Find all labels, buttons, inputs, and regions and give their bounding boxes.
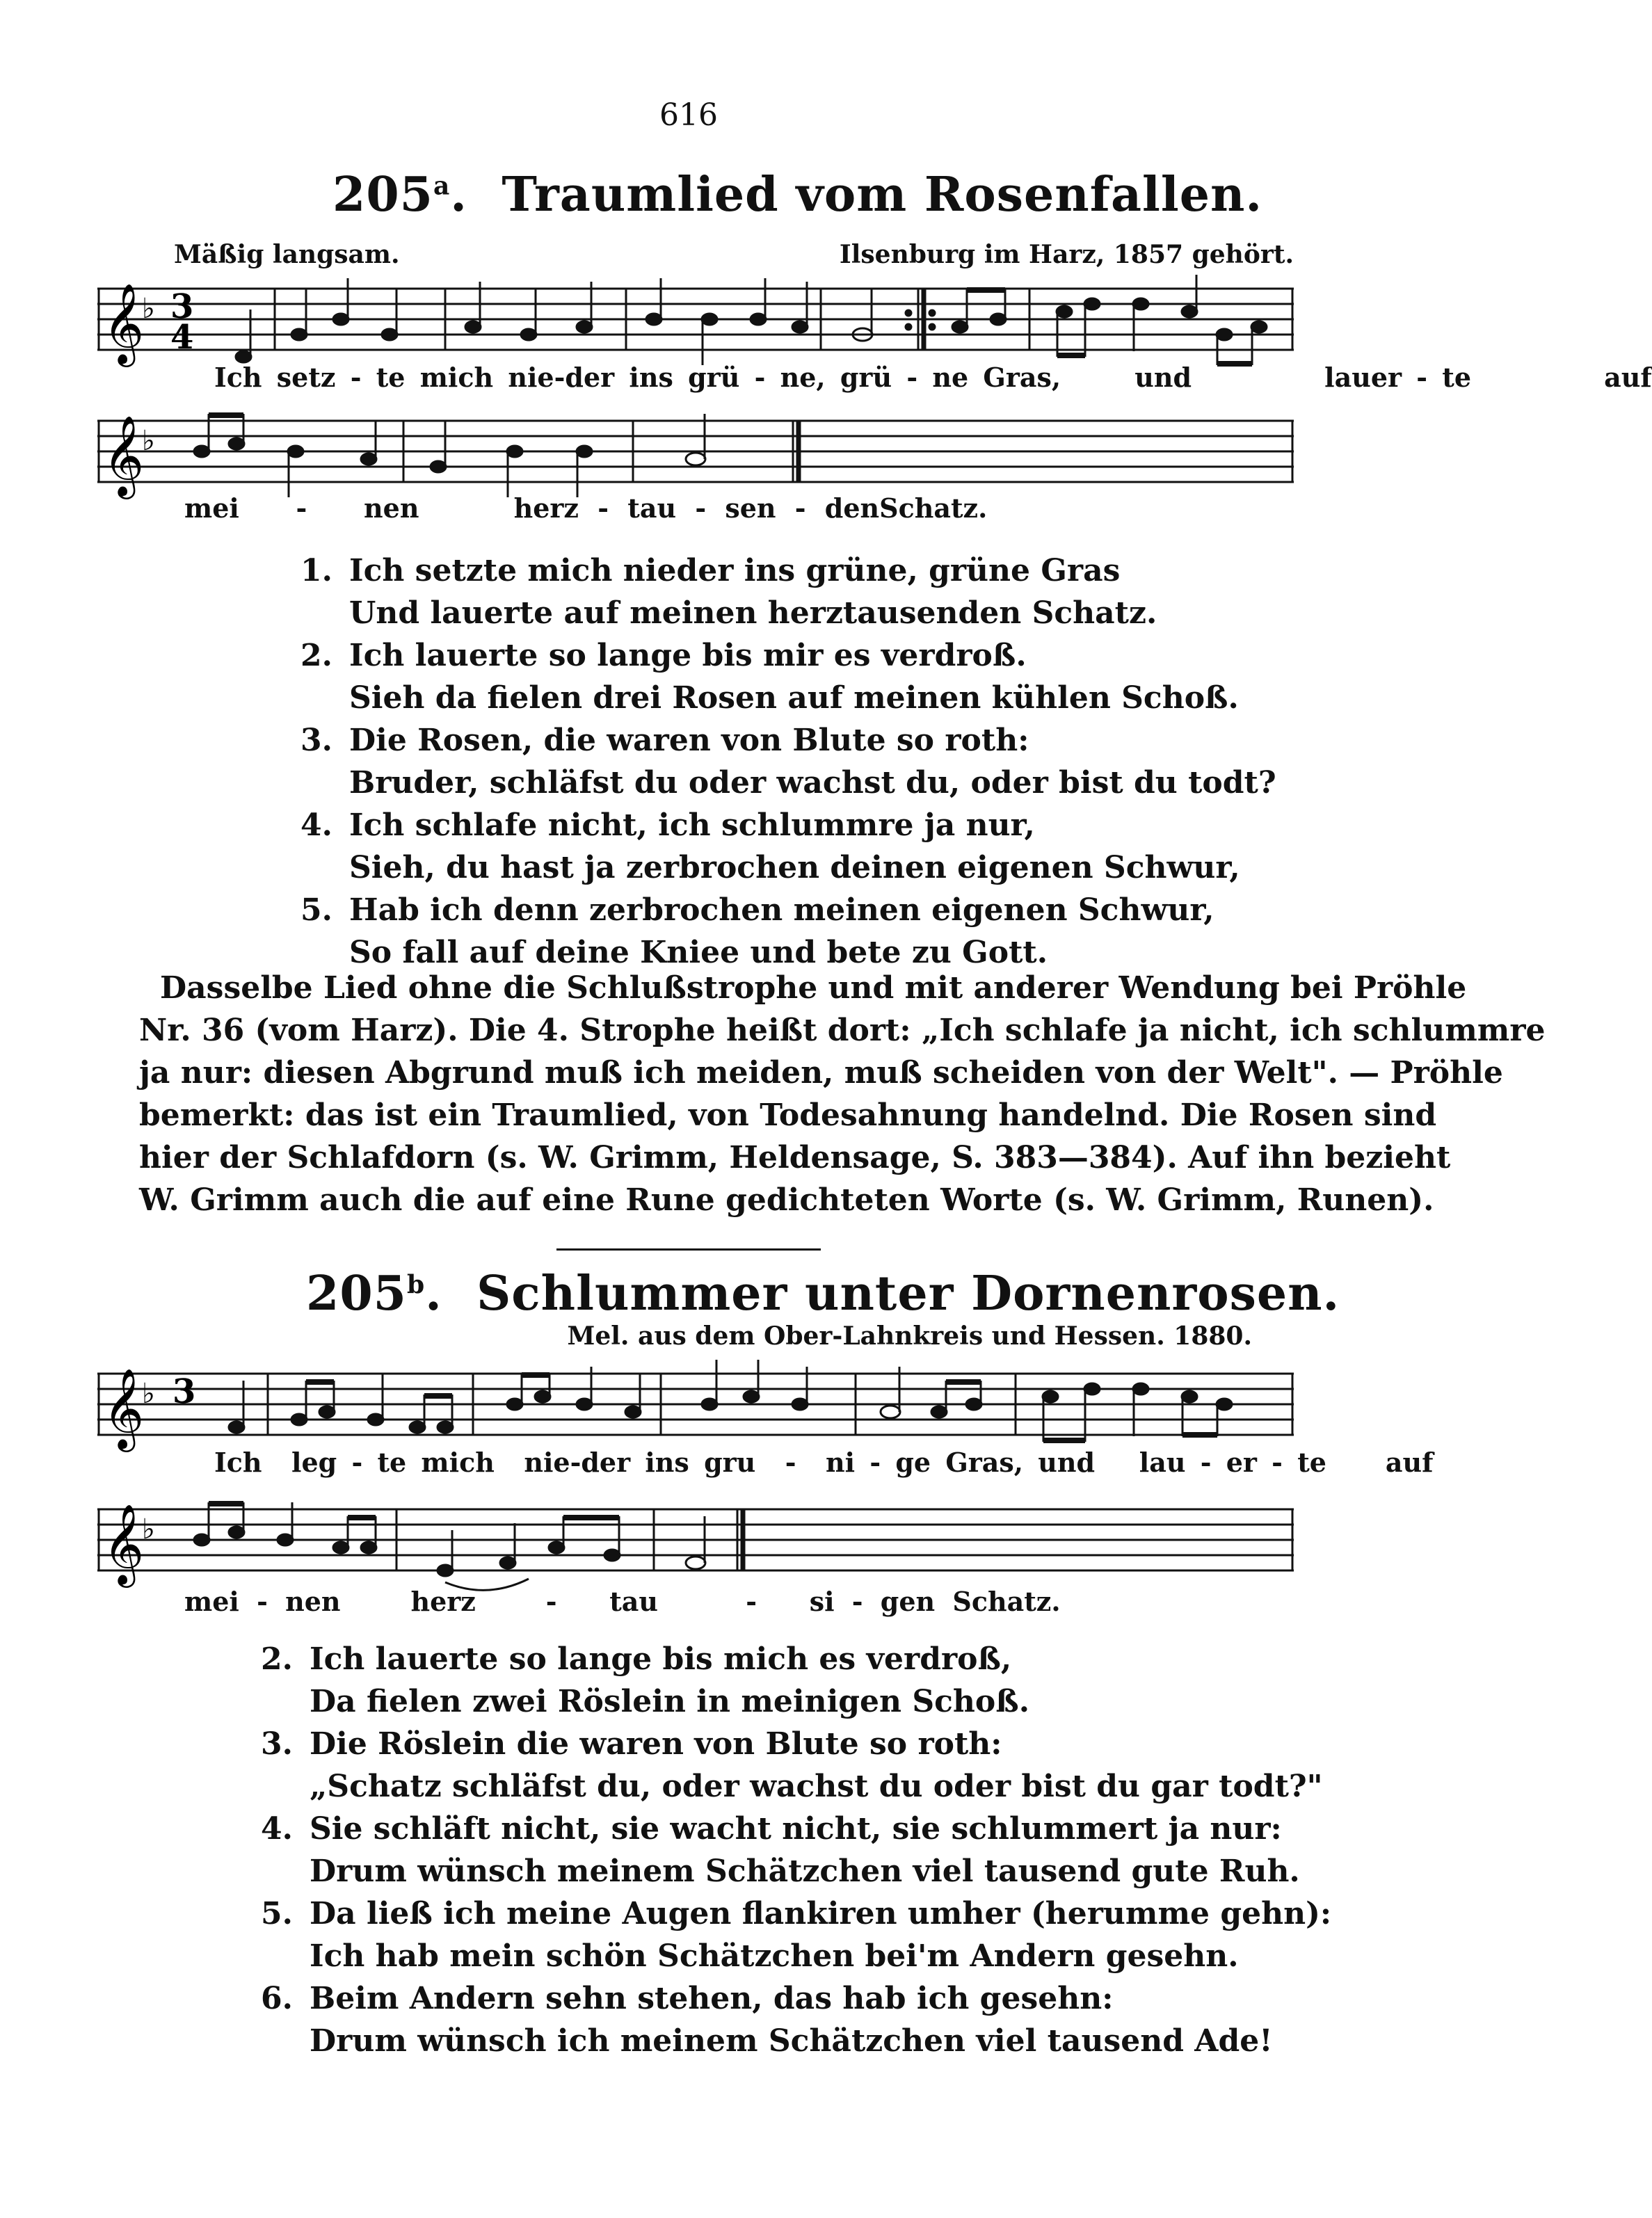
song-b-suffix: b [406,1270,426,1300]
verse: 3. Die Röslein die waren von Blute so roth: „Schatz schläfst du, oder wachst du oder bist du gar todt?" [261,1726,1323,1804]
verse: 4. Sie schläft nicht, sie wacht nicht, sie schlummert ja nur: Drum wünsch meinem Schätzchen viel tausend gute Ruh. [261,1811,1300,1889]
verse: 2. Ich lauerte so lange bis mich es verdroß, Da fielen zwei Röslein in meinigen Schoß. [261,1641,1030,1719]
song-a-title-block: 205$^a$. Traumlied vom Rosenfallen. [332,167,1263,223]
song-a-verses [300,549,1276,974]
song-b-number: 205 [306,1266,407,1321]
song-a-tempo: Mäßig langsam. [174,240,400,269]
song-a-lyrics-1: Ich setz - te mich nie-der ins grü - ne, grü - ne Gras, und lauer - te auf [214,362,1652,393]
verse: 5. Hab ich denn zerbrochen meinen eigenen Schwur, So fall auf deine Kniee und bete zu Gott. [300,892,1214,970]
song-b-source: Mel. aus dem Ober-Lahnkreis und Hessen. 1880. [567,1321,1252,1351]
page-number: 616 [659,97,718,133]
time-signature-b: 3 [173,1372,196,1411]
song-b-lyrics-1: Ich leg - te mich nie-der ins gru - ni - ge Gras, und lau - er - te auf [214,1447,1434,1478]
song-a-lyrics-2: mei - nen herz - tau - sen - denSchatz. [184,492,988,524]
treble-clef-icon-2: 𝄞 [103,415,145,496]
song-a-suffix: a [433,171,451,201]
verse: 3. Die Rosen, die waren von Blute so roth: Bruder, schläfst du oder wachst du, oder bist du todt? [300,723,1276,801]
song-a-source: Ilsenburg im Harz, 1857 gehört. [839,240,1294,269]
song-b-lyrics-2: mei - nen herz - tau - si - gen Schatz. [184,1586,1061,1617]
song-a-title: Traumlied vom Rosenfallen. [502,167,1263,223]
key-flat-icon: ♭ [142,293,155,325]
treble-clef-icon-3: 𝄞 [103,1367,145,1449]
key-flat-icon-3: ♭ [142,1378,155,1410]
time-signature-bottom: 4 [170,318,194,357]
song-a-staff-2-notes [194,414,705,497]
section-divider [556,1248,821,1251]
verse: 6. Beim Andern sehn stehen, das hab ich gesehn: Drum wünsch ich meinem Schätzchen viel tausend Ade! [261,1981,1273,2059]
verse: 5. Da ließ ich meine Augen flankiren umher (herumme gehn): Ich hab mein schön Schätzchen bei'm Andern gesehn. [261,1896,1332,1974]
key-flat-icon-4: ♭ [142,1513,155,1545]
song-a-commentary: Dasselbe Lied ohne die Schlußstrophe und mit anderer Wendung bei Pröhle Nr. 36 (vom Harz). Die 4. Strophe heißt dort: „Ich schlafe ja nicht, ich schlummre ja nur: diesen Abgrund muß ich meiden, muß scheiden von der Welt". — Pröhle bemerkt: das ist ein Traumlied, von Todesahnung handelnd. Die Rosen sind hier der Schlafdorn (s. W. Grimm, Heldensage, S. 383—384). Auf ihn bezieht W. Grimm auch die auf eine Rune gedichteten Worte (s. W. Grimm, Runen). [139,970,1546,1218]
treble-clef-icon: 𝄞 [103,282,145,364]
song-b-staff-2 [97,1495,1294,1600]
verse: 1. Ich setzte mich nieder ins grüne, grüne Gras Und lauerte auf meinen herztausenden Schatz. [300,553,1157,631]
treble-clef-icon-4: 𝄞 [103,1503,145,1584]
verse: 2. Ich lauerte so lange bis mir es verdroß. Sieh da fielen drei Rosen auf meinen kühlen Schoß. [300,638,1239,716]
song-a-number: 205 [332,167,433,223]
song-b-title-block: 205$^b$. Schlummer unter Dornenrosen. [306,1266,1340,1321]
song-b-staff-2-notes [194,1502,705,1590]
time-signature-top: 3 [170,287,194,326]
song-b-verses [261,1638,1331,2062]
song-b-staff-1-notes [229,1360,1232,1442]
song-b-title: Schlummer unter Dornenrosen. [476,1266,1340,1321]
verse: 4. Ich schlafe nicht, ich schlummre ja nur, Sieh, du hast ja zerbrochen deinen eigenen Schwur, [300,807,1240,885]
key-flat-icon-2: ♭ [142,425,155,457]
